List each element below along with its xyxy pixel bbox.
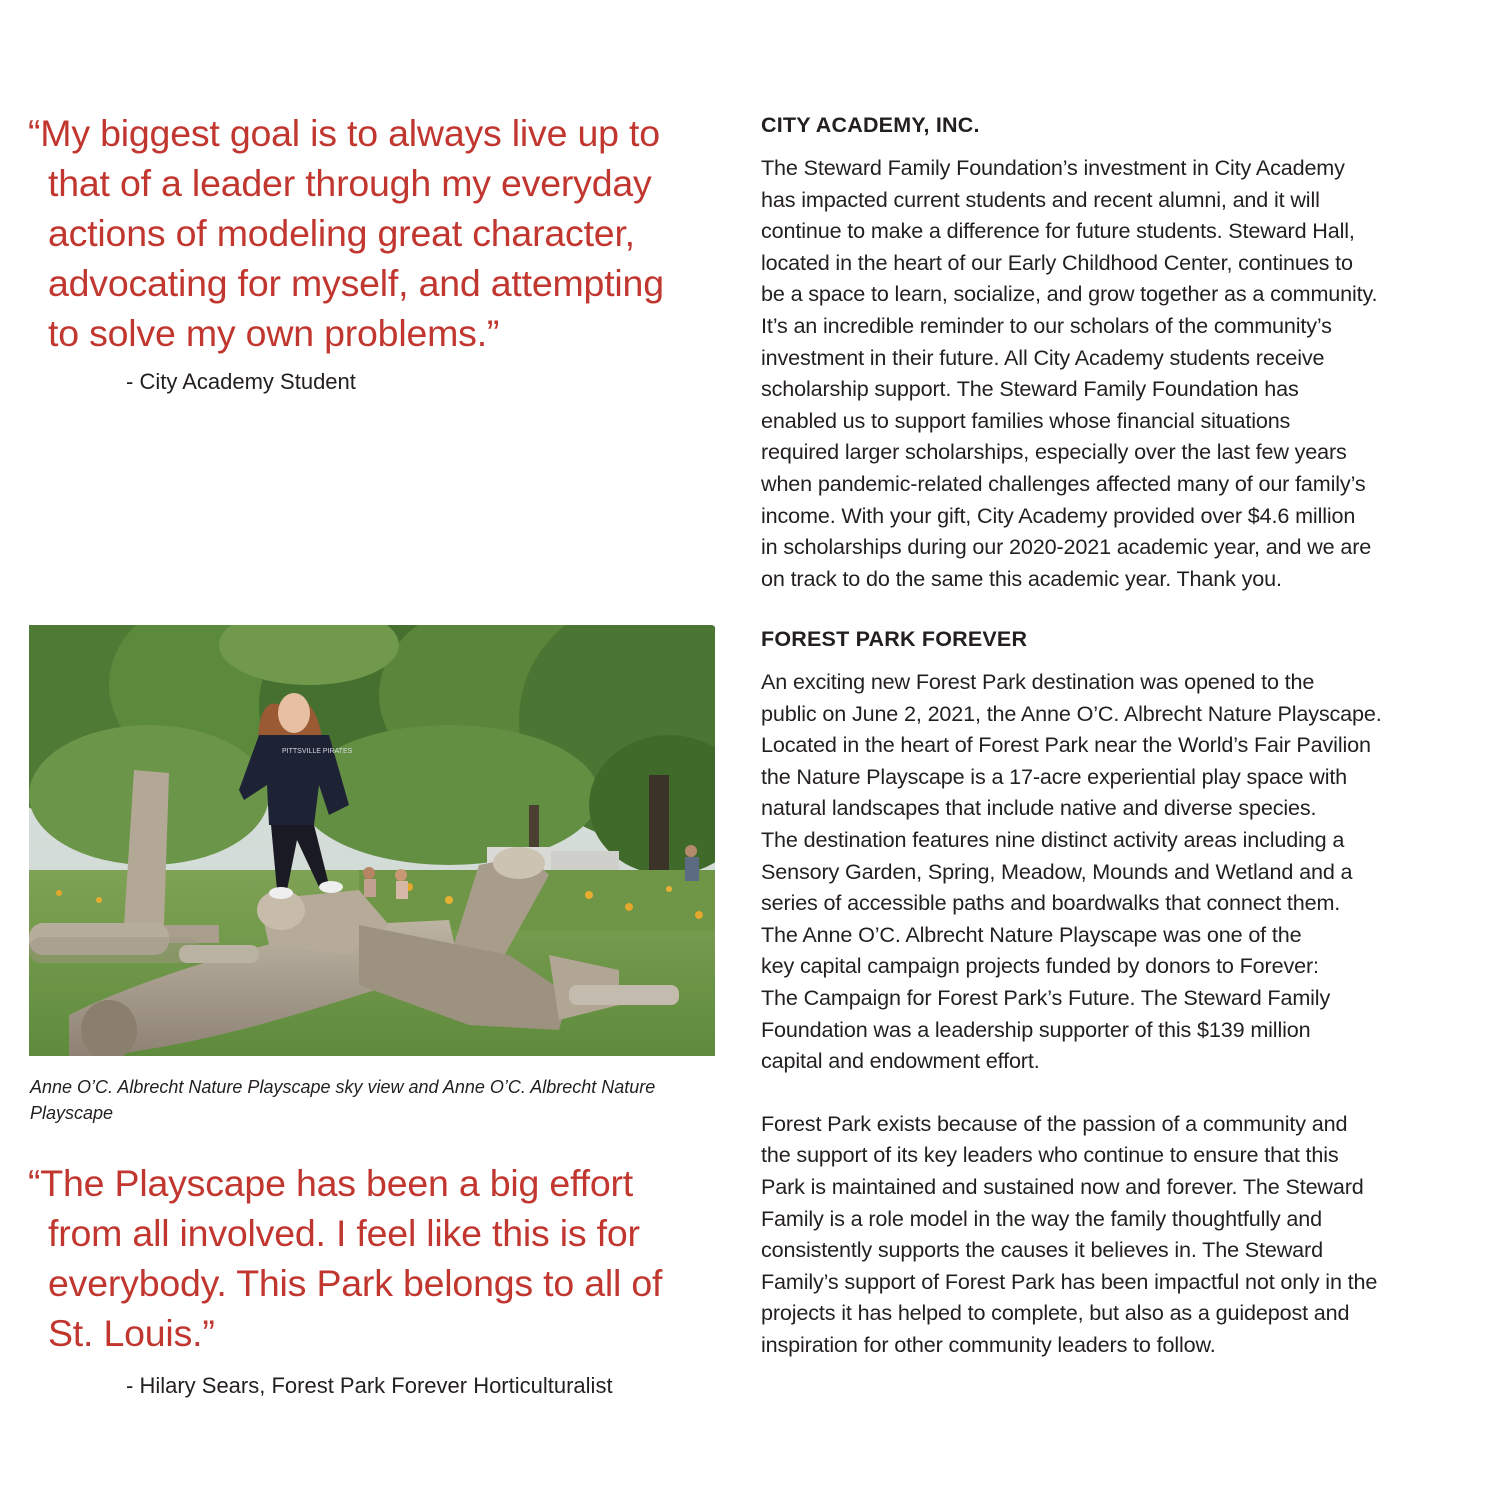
student-quote xyxy=(28,108,718,358)
playscape-photo xyxy=(29,625,715,1056)
city-academy-section xyxy=(761,111,1461,594)
forest-park-heading: FOREST PARK FOREVER xyxy=(761,627,1028,651)
city-academy-heading: CITY ACADEMY, INC. xyxy=(761,113,980,137)
playscape-photo-illustration xyxy=(29,625,715,1056)
student-quote-text: “My biggest goal is to always live up to that of a leader through my everyday actions of modeling great character, advocating for myself, and attempting to solve my own problems.” xyxy=(28,112,664,354)
photo-caption: Anne O’C. Albrecht Nature Playscape sky view and Anne O’C. Albrecht Nature Playscape xyxy=(30,1077,656,1123)
forest-park-body-2: Forest Park exists because of the passion of a community and the support of its key leaders who continue to ensure that this Park is maintained and sustained now and forever. The Steward Family is a role model in the way the family thoughtfully and consistently supports the causes it believes in. The Steward Family’s support of Forest Park has been impactful not only in the projects it has helped to complete, but also as a guidepost and inspiration for other community leaders to follow. xyxy=(761,1110,1378,1357)
horticulturalist-quote xyxy=(28,1158,718,1358)
forest-park-body-1: An exciting new Forest Park destination was opened to the public on June 2, 2021, the Anne O’C. Albrecht Nature Playscape. Located in the heart of Forest Park near the World’s Fair Pavilion the Nature Playscape is a 17-acre experiential play space with natural landscapes that include native and diverse species. The destination features nine distinct activity areas including a Sensory Garden, Spring, Meadow, Mounds and Wetland and a series of accessible paths and boardwalks that connect them. The Anne O’C. Albrecht Nature Playscape was one of the key capital campaign projects funded by donors to Forever: The Campaign for Forest Park’s Future. The Steward Family Foundation was a leadership supporter of this $139 million capital and endowment effort. xyxy=(761,669,1382,1074)
city-academy-body: The Steward Family Foundation’s investment in City Academy has impacted current students and recent alumni, and it will continue to make a difference for future students. Steward Hall, located in the heart of our Early Childhood Center, continues to be a space to learn, socialize, and grow together as a community. It’s an incredible reminder to our scholars of the community’s investment in their future. All City Academy students receive scholarship support. The Steward Family Foundation has enabled us to support families whose financial situations required larger scholarships, especially over the last few years when pandemic-related challenges affected many of our family’s income. With your gift, City Academy provided over $4.6 million in scholarships during our 2020-2021 academic year, and we are on track to do the same this academic year. Thank you. xyxy=(761,155,1378,591)
horticulturalist-quote-attribution: - Hilary Sears, Forest Park Forever Horticulturalist xyxy=(126,1373,613,1398)
horticulturalist-quote-text: “The Playscape has been a big effort from all involved. I feel like this is for everybody. This Park belongs to all of St. Louis.” xyxy=(28,1162,663,1354)
sweatshirt-text: PITTSVILLE PIRATES xyxy=(282,748,353,755)
forest-park-section xyxy=(761,625,1461,1360)
student-quote-attribution: - City Academy Student xyxy=(126,369,356,394)
